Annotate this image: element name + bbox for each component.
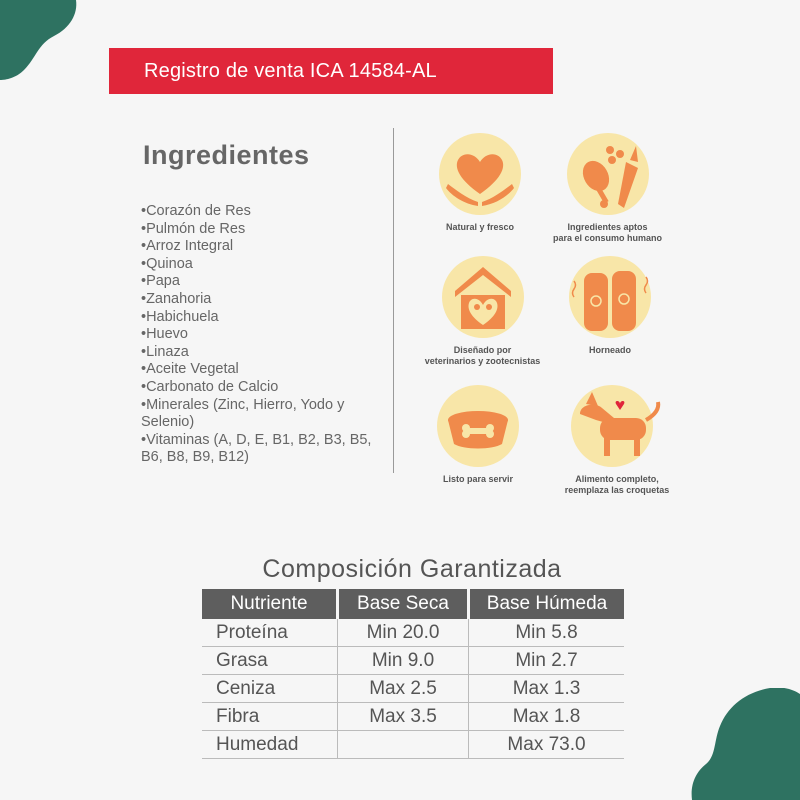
column-header: Nutriente (202, 589, 338, 619)
feature-label: Alimento completo, reemplaza las croquetas (564, 474, 670, 495)
table-header-row (202, 589, 624, 619)
ingredient-item: •Linaza (141, 343, 189, 360)
ingredient-item: •Zanahoria (141, 290, 212, 307)
ingredients-title: Ingredientes (143, 140, 310, 170)
column-header: Base Húmeda (469, 589, 625, 619)
table-cell: Proteína (202, 619, 338, 647)
ingredient-item: •Arroz Integral (141, 238, 234, 255)
ingredient-item: •Papa (141, 273, 180, 290)
ingredient-item: •Vitaminas (A, D, E, B1, B2, B3, B5, B6, B8, B9, B12) (141, 431, 372, 466)
table-cell (338, 731, 469, 759)
corner-blob-top-left (0, 0, 80, 82)
ingredient-item: •Aceite Vegetal (141, 361, 239, 378)
table-cell: Min 20.0 (338, 619, 469, 647)
column-divider (393, 128, 394, 473)
feature-label: Diseñado por veterinarios y zootecnistas (424, 345, 541, 366)
ingredients-list (141, 203, 381, 467)
table-cell: Max 2.5 (338, 675, 469, 703)
feature-natural (420, 132, 540, 233)
feature-human-grade (535, 132, 680, 244)
table-cell: Min 5.8 (469, 619, 625, 647)
table-row (202, 647, 624, 675)
ingredient-item: •Minerales (Zinc, Hierro, Yodo y Selenio) (141, 396, 345, 431)
composition-title: Composición Garantizada (262, 555, 562, 583)
table-cell: Ceniza (202, 675, 338, 703)
ingredient-item: •Huevo (141, 326, 188, 343)
composition-table (202, 589, 624, 759)
table-cell: Max 3.5 (338, 703, 469, 731)
table-cell: Min 2.7 (469, 647, 625, 675)
ingredient-item: •Carbonato de Calcio (141, 378, 279, 395)
feature-ready-to-serve (418, 384, 538, 485)
column-header: Base Seca (338, 589, 469, 619)
registration-banner: Registro de venta ICA 14584-AL (109, 48, 553, 94)
feature-vet-designed (410, 255, 555, 367)
table-cell: Max 1.8 (469, 703, 625, 731)
table-cell: Fibra (202, 703, 338, 731)
heart-hands-icon (438, 132, 522, 216)
baked-bags-icon (568, 255, 652, 339)
table-row (202, 619, 624, 647)
bowl-icon (436, 384, 520, 468)
table-cell: Max 73.0 (469, 731, 625, 759)
table-cell: Grasa (202, 647, 338, 675)
feature-label: Ingredientes aptos para el consumo humano (552, 222, 663, 243)
feature-label: Horneado (588, 345, 631, 355)
table-cell: Min 9.0 (338, 647, 469, 675)
feature-label: Listo para servir (442, 474, 514, 484)
table-cell: Humedad (202, 731, 338, 759)
ingredient-item: •Quinoa (141, 255, 193, 272)
table-row (202, 731, 624, 759)
feature-label: Natural y fresco (445, 222, 515, 232)
corner-blob-bottom-right (690, 688, 800, 800)
dog-hug-icon (570, 384, 664, 468)
table-cell: Max 1.3 (469, 675, 625, 703)
ingredient-item: •Pulmón de Res (141, 220, 246, 237)
feature-complete-food (542, 384, 692, 496)
ingredient-item: •Habichuela (141, 308, 219, 325)
ingredient-item: •Corazón de Res (141, 203, 251, 219)
food-icon (566, 132, 650, 216)
table-row (202, 703, 624, 731)
feature-baked (550, 255, 670, 356)
table-row (202, 675, 624, 703)
pet-house-icon (441, 255, 525, 339)
